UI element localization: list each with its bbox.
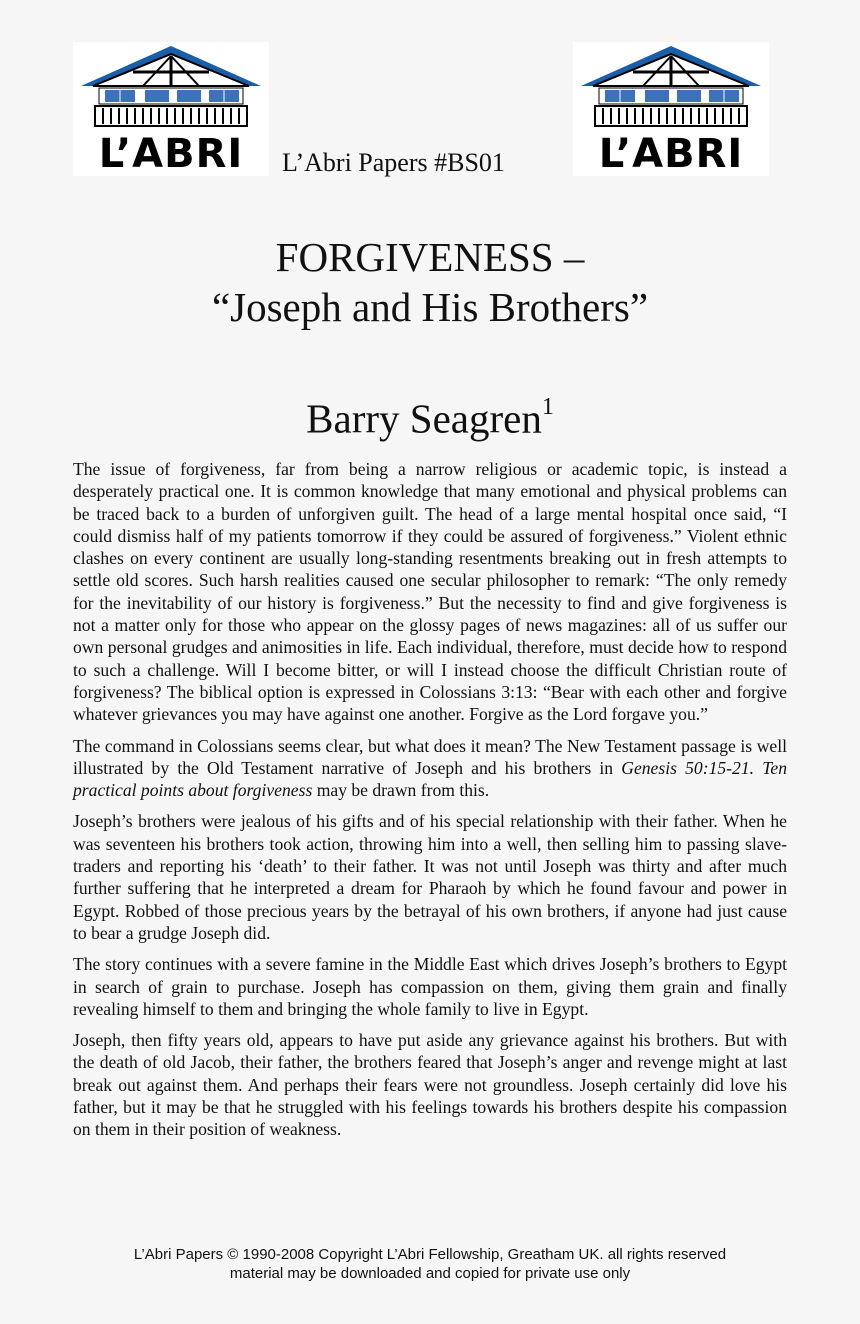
author-name: Barry Seagren — [306, 395, 542, 442]
labri-logo-right — [573, 42, 769, 176]
chalet-icon — [73, 42, 269, 134]
author-heading — [0, 386, 860, 444]
document-title-line1: FORGIVENESS – — [275, 234, 585, 280]
labri-logo-left — [73, 42, 269, 176]
paragraph-2 — [73, 735, 787, 802]
paragraph-2-text-end: may be drawn from this. — [312, 780, 490, 801]
copyright-line: L’Abri Papers © 1990-2008 Copyright L’Abri Fellowship, Greatham UK. all rights reserved — [133, 1246, 727, 1263]
page-footer — [0, 1245, 860, 1283]
chalet-icon — [573, 42, 769, 134]
paragraph-1: The issue of forgiveness, far from being a narrow religious or academic topic, is instead a desperately practical one. It is common knowledge that many emotional and physical problems can be traced back to a burden of unforgiven guilt. The head of a large mental hospital once said, “I could dismiss half of my patients tomorrow if they could be assured of forgiveness.” Violent ethnic clashes on every continent are usually long-standing resentments breaking out in fresh attempts to settle old scores. Such harsh realities caused one secular philosopher to remark: “The only remedy for the inevitability of our history is forgiveness.” But the necessity to find and give forgiveness is not a matter only for those who appear on the glossy pages of news magazines: all of us suffer our own personal grudges and animosities in life. Each individual, therefore, must decide how to respond to such a challenge. Will I become bitter, or will I instead choose the difficult Christian route of forgiveness? The biblical option is expressed in Colossians 3:13: “Bear with each other and forgive whatever grievances you may have against one another. Forgive as the Lord forgave you.” — [73, 459, 787, 725]
scripture-reference: Genesis 50:15-21. Ten practical points about forgiveness — [73, 757, 787, 801]
logo-wordmark: L’ABRI — [598, 131, 744, 177]
article-body — [73, 458, 787, 1150]
paragraph-4: The story continues with a severe famine in the Middle East which drives Joseph’s brothers to Egypt in search of grain to purchase. Joseph has compassion on them, giving them grain and finally revealing himself to them and bringing the whole family to live in Egypt. — [73, 954, 787, 1019]
footnote-marker: 1 — [541, 394, 554, 420]
logo-wordmark: L’ABRI — [98, 131, 244, 177]
paper-series-label: L’Abri Papers #BS01 — [282, 148, 505, 177]
paragraph-5: Joseph, then fifty years old, appears to have put aside any grievance against his brothers. But with the death of old Jacob, their father, the brothers feared that Joseph’s anger and revenge might at last break out against them. And perhaps their fears were not groundless. Joseph certainly did love his father, but it may be that he struggled with his feelings towards his brothers despite his compassion on them in their position of weakness. — [73, 1030, 787, 1140]
paragraph-3: Joseph’s brothers were jealous of his gifts and of his special relationship with their father. When he was seventeen his brothers took action, throwing him into a well, then selling him to passing slave-traders and reporting his ‘death’ to their father. It was not until Joseph was thirty and after much further suffering that he interpreted a dream for Pharaoh by which he found favour and power in Egypt. Robbed of those precious years by the betrayal of his own brothers, if anyone had just cause to bear a grudge Joseph did. — [73, 811, 787, 943]
document-title-line2: “Joseph and His Brothers” — [211, 284, 649, 330]
usage-line: material may be downloaded and copied for private use only — [229, 1265, 631, 1282]
paragraph-2-text: The command in Colossians seems clear, but what does it mean? The New Testament passage is well illustrated by the Old Testament narrative of Joseph and his brothers in — [73, 735, 787, 778]
